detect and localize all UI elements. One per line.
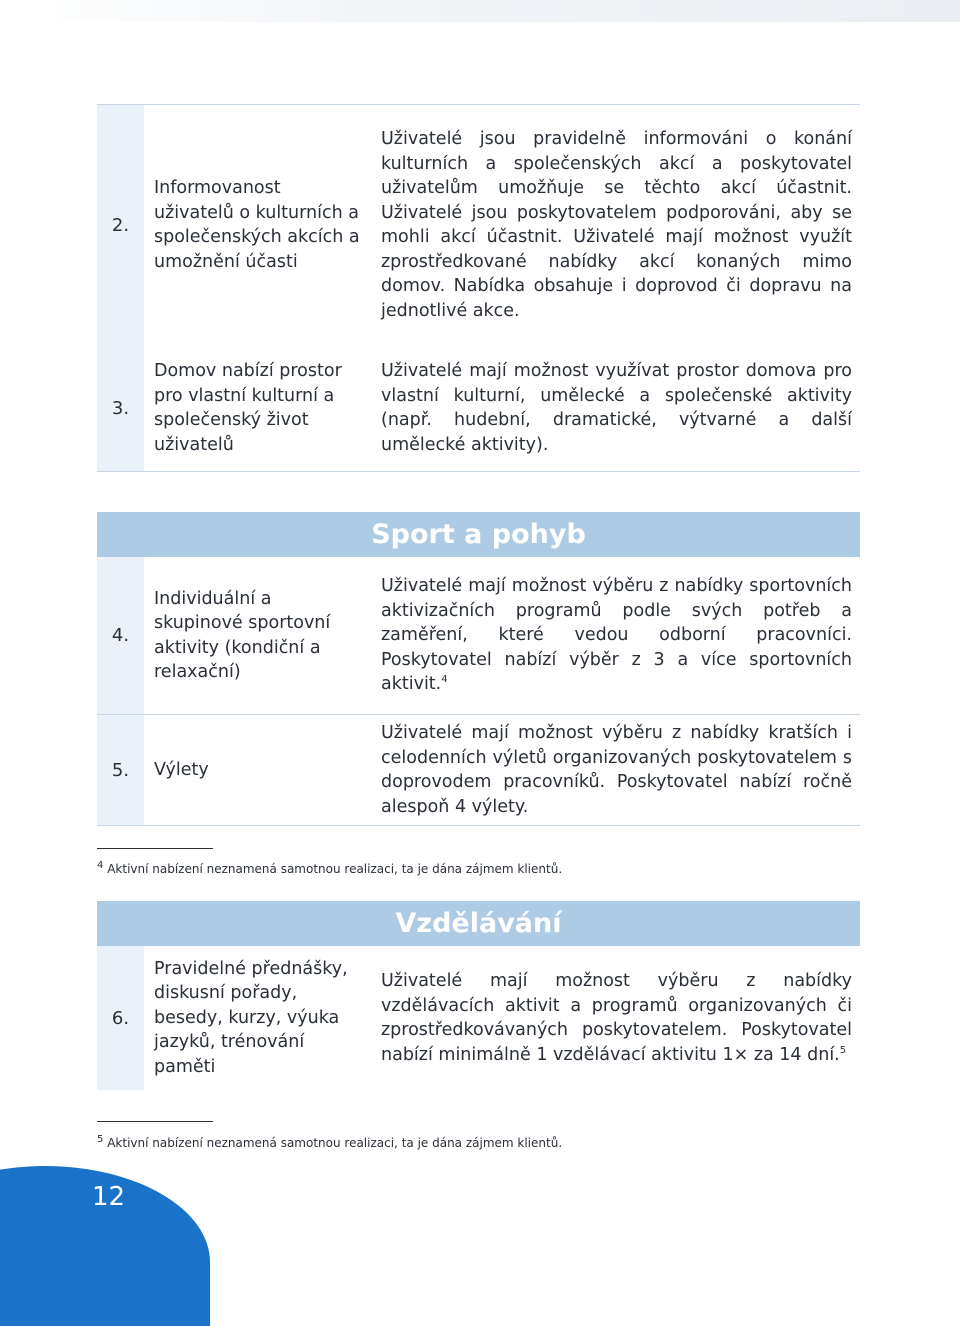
row-description: Uživatelé mají možnost využívat prostor domova pro vlastní kulturní, umělecké a společenské aktivity (např. hudební, dramatické, výtvarné a další umělecké aktivity). [381,361,852,455]
page-number: 12 [92,1182,126,1212]
table-row [97,345,860,471]
table-row [97,715,860,825]
row-title: Pravidelné přednášky, diskusní pořady, besedy, kurzy, výuka jazyků, trénování paměti [154,958,348,1077]
footnote-mark: 5 [97,1134,104,1145]
row-description: Uživatelé jsou pravidelně informováni o konání kulturních a společenských akcí a poskytovatel uživatelům umožňuje se těchto akcí účastnit. Uživatelé jsou poskytovatelem podporováni, aby se mohli akcí účastnit. Uživatelé mají možnost využít zprostředkované nabídky akcí konaných mimo domov. Nabídka obsahuje i doprovod či dopravu na jednotlivé akce. [381,129,852,321]
row-description-text: Uživatelé mají možnost výběru z nabídky sportovních aktivizačních programů podle svých potřeb a zaměření, které vedou odborní pracovníci. Poskytovatel nabízí výběr z 3 a více sportovních aktivit. [381,576,852,695]
section-heading-education: Vzdělávání [97,901,860,946]
footnote-text: Aktivní nabízení neznamená samotnou realizaci, ta je dána zájmem klientů. [107,1136,563,1150]
table-divider [97,471,860,472]
footnote-separator [97,1121,213,1122]
footnote-mark: 4 [97,860,104,871]
row-number: 6. [97,946,144,1090]
footnote-separator [97,848,213,849]
table-row [97,105,860,345]
row-description-text: Uživatelé mají možnost výběru z nabídky vzdělávacích aktivit a programů organizovaných či zprostředkovávaných poskytovatelem. Poskytovatel nabízí minimálně 1 vzdělávací aktivitu 1× za 14 dní. [381,971,852,1065]
table-divider [97,825,860,826]
footnote-ref: 5 [839,1044,847,1056]
table-row [97,557,860,714]
row-number: 2. [97,105,144,345]
footnote-ref: 4 [441,674,448,686]
footnote-text: Aktivní nabízení neznamená samotnou realizaci, ta je dána zájmem klientů. [107,862,563,876]
row-title: Individuální a skupinové sportovní aktivity (kondiční a relaxační) [154,588,331,682]
row-number: 3. [97,345,144,471]
table-row [97,946,860,1090]
row-title: Informovanost uživatelů o kulturních a společenských akcích a umožnění účasti [154,178,360,272]
row-title: Výlety [154,759,209,780]
row-number: 5. [97,715,144,825]
row-description [364,946,860,1090]
row-number: 4. [97,557,144,714]
section-heading-sport: Sport a pohyb [97,512,860,557]
top-band [0,0,960,22]
row-title: Domov nabízí prostor pro vlastní kulturní a společenský život uživatelů [154,361,342,455]
row-description [364,557,860,714]
footnote [97,862,562,876]
footnote [97,1136,562,1150]
row-description: Uživatelé mají možnost výběru z nabídky kratších i celodenních výletů organizovaných poskytovatelem s doprovodem pracovníků. Poskytovatel nabízí ročně alespoň 4 výlety. [381,723,852,817]
